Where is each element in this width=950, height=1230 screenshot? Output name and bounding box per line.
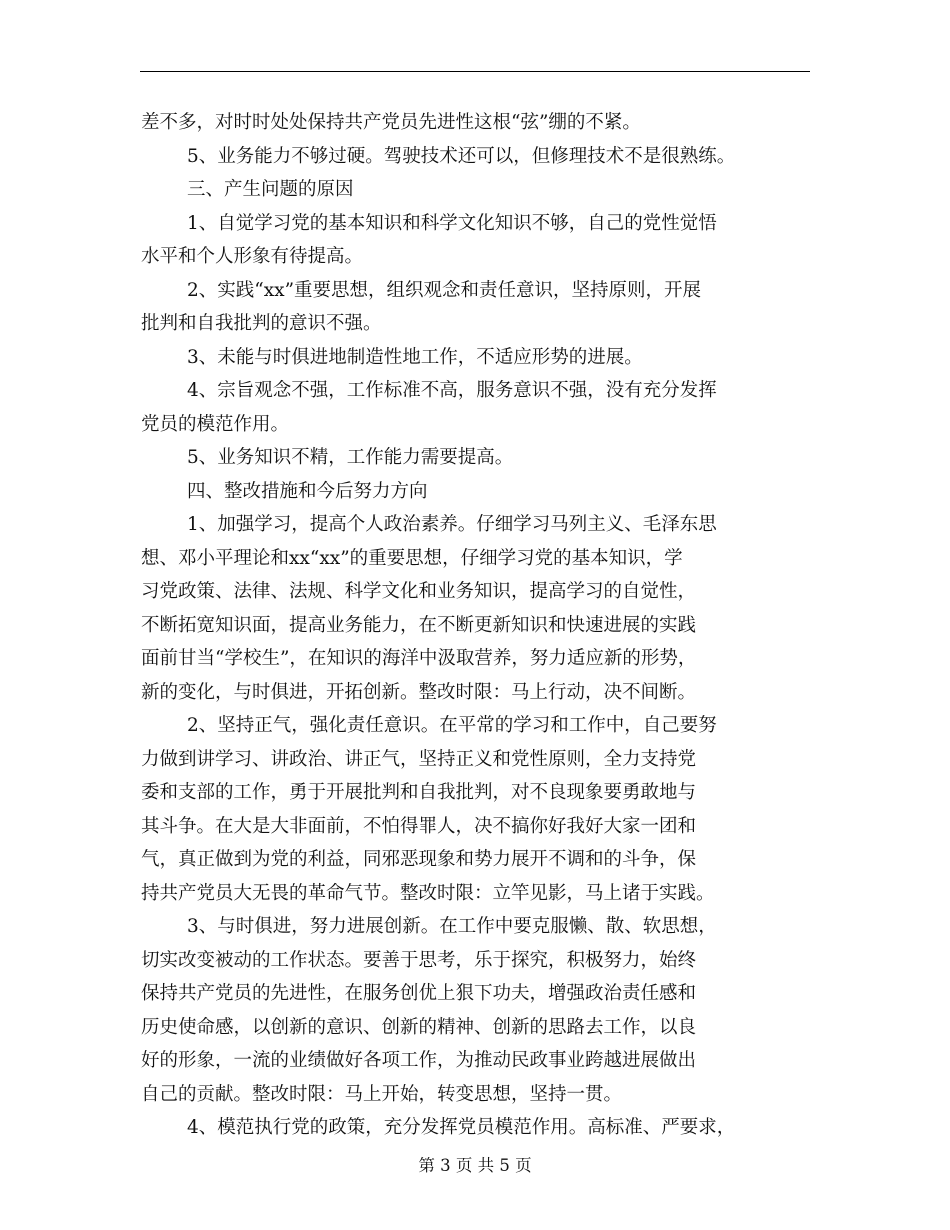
paragraph-first-line: 三、产生问题的原因 — [187, 179, 354, 200]
paragraph-first-line: 2、坚持正气，强化责任意识。在平常的学习和工作中，自己要努 — [187, 715, 717, 736]
paragraph-line: 想、邓小平理论和xx“xx”的重要思想，仔细学习党的基本知识，学 — [141, 547, 683, 569]
paragraph-line: 历史使命感，以创新的意识、创新的精神、创新的思路去工作，以良 — [141, 1016, 697, 1038]
paragraph-first-line: 4、模范执行党的政策，充分发挥党员模范作用。高标准、严要求， — [187, 1117, 736, 1138]
paragraph-first-line: 3、与时俱进，努力进展创新。在工作中要克服懒、散、软思想， — [187, 916, 717, 937]
paragraph-first-line: 四、整改措施和今后努力方向 — [187, 480, 428, 502]
paragraph-line: 力做到讲学习、讲政治、讲正气，坚持正义和党性原则，全力支持党 — [141, 748, 697, 770]
paragraph-line: 党员的模范作用。 — [141, 413, 290, 435]
paragraph-first-line: 5、业务知识不精，工作能力需要提高。 — [187, 447, 514, 468]
header-rule — [140, 71, 810, 72]
paragraph-first-line: 3、未能与时俱进地制造性地工作，不适应形势的进展。 — [187, 346, 643, 368]
paragraph-first-line: 5、业务能力不够过硬。驾驶技术还可以，但修理技术不是很熟练。 — [187, 145, 736, 167]
paragraph-line: 习党政策、法律、法规、科学文化和业务知识，提高学习的自觉性， — [141, 581, 697, 602]
page-number: 第 3 页 共 5 页 — [418, 1156, 532, 1175]
paragraph-first-line: 1、自觉学习党的基本知识和科学文化知识不够，自己的党性觉悟 — [187, 212, 717, 234]
paragraph-line: 不断拓宽知识面，提高业务能力，在不断更新知识和快速进展的实践 — [141, 614, 697, 636]
paragraph-line: 水平和个人形象有待提高。 — [141, 246, 364, 267]
paragraph-line: 委和支部的工作，勇于开展批判和自我批判，对不良现象要勇敢地与 — [141, 782, 697, 803]
paragraph-line: 新的变化，与时俱进，开拓创新。整改时限：马上行动，决不间断。 — [141, 681, 697, 703]
paragraph-line: 保持共产党员的先进性，在服务创优上狠下功夫，增强政治责任感和 — [141, 983, 697, 1004]
paragraph-line: 批判和自我批判的意识不强。 — [141, 313, 382, 334]
paragraph-line: 切实改变被动的工作状态。要善于思考，乐于探究，积极努力，始终 — [141, 949, 697, 971]
paragraph-first-line: 1、加强学习，提高个人政治素养。仔细学习马列主义、毛泽东思 — [187, 514, 717, 535]
paragraph-line: 好的形象，一流的业绩做好各项工作，为推动民政事业跨越进展做出 — [141, 1050, 697, 1071]
paragraph-line: 气，真正做到为党的利益，同邪恶现象和势力展开不调和的斗争，保 — [141, 849, 697, 870]
document-body — [141, 106, 813, 1145]
paragraph-first-line: 4、宗旨观念不强，工作标准不高，服务意识不强，没有充分发挥 — [187, 380, 717, 401]
paragraph-line: 差不多，对时时处处保持共产党员先进性这根“弦”绷的不紧。 — [141, 112, 641, 133]
paragraph-line: 面前甘当“学校生”，在知识的海洋中汲取营养，努力适应新的形势， — [141, 648, 697, 669]
paragraph-line: 持共产党员大无畏的革命气节。整改时限：立竿见影，马上诸于实践。 — [141, 882, 715, 904]
paragraph-line: 其斗争。在大是大非面前，不怕得罪人，决不搞你好我好大家一团和 — [141, 815, 697, 837]
paragraph-first-line: 2、实践“xx”重要思想，组织观念和责任意识，坚持原则，开展 — [187, 279, 702, 301]
paragraph-line: 自己的贡献。整改时限：马上开始，转变思想，坚持一贯。 — [141, 1083, 623, 1105]
